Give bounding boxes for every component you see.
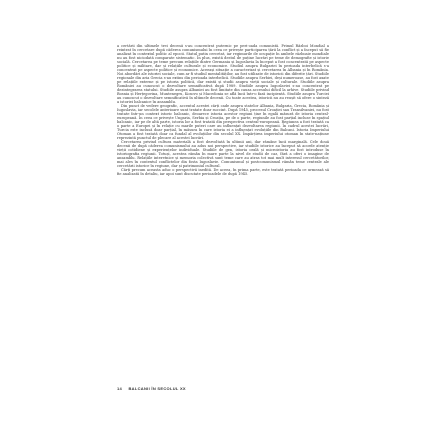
body-paragraph-2: Din punct de vedere geografic, accentul acestei cărți cade asupra statelor Albania, Bulgaria, Grecia, România și Iugoslavia, iar secolele anterioare sunt tratate doar succint. După 1945, procesul Croației sau Transilvaniei, nu fost tratate într-un context istoric balcanic, deoarece istoria acestor regiuni ține în egală măsură de istoria central-europeană. În ceea ce privește Ungaria, Serbia și Croația, pe de o parte, regiunile au fost parțial incluse în spațiul balcanic, iar pe de altă parte, istoria lor a fost tratată din perspectiva central-europeană. Regiunea a fost tratată ca o parte a Europei și în relație cu marile puteri care au influențat dezvoltarea regiunii. În cadrul acestei lucrări, Turcia este inclusă doar parțial, în măsura în care istoria ei a influențat evoluțiile din Balcani. Istoria Imperiului Otoman a fost tratată doar ca fundal al evoluțiilor din secolul XX. Împărțirea imperiului otoman în state-națiune reprezintă punctul de plecare al acestei lucrări. <box>117 104 329 140</box>
page-number: 14 <box>117 386 123 391</box>
running-title: BALCANII ÎN SECOLUL XX <box>128 386 186 391</box>
body-paragraph-3: Cercetarea privind cultura materială a fost dezvoltată în ultimii ani, dar rămâne încă marginală. Cele două decenii de după căderea comunismului au adus noi perspective, iar studiile istorice au început să acorde atenție vieții cotidiene și experiențelor individuale. Studiile de gen, istoria orală și microistoria au fost introduse în istoriografia regiunii. Totuși, acestea rămân în mare parte la nivel de studii de caz, fără a oferi o imagine de ansamblu. Relațiile interetnice și memoria colectivă sunt teme care au atras tot mai mult interesul cercetătorilor, mai ales în contextul conflictelor din fosta Iugoslavie. Comunismul și postcomunismul rămân teme centrale ale cercetării istorice în regiune, dar și patrimoniul cultural. <box>117 140 329 168</box>
body-paragraph-4: Cărți precum aceasta aduc o perspectivă inedită. De aceea, în prima parte, este tratată perioada ce urmează să fie analizată în detaliu, iar apoi sunt discutate perioadele de după 1945. <box>117 168 329 176</box>
page-footer <box>117 386 186 391</box>
body-paragraph-1: a certării din ultimele trei decenii s-au concentrat puternic pe peri-oada comunistă. Primul Război Mondial a reintrat în cercetare după căderea comunismului în ceea ce privește participarea țării la conflict și a început să fie analizat în contextul politic al epocii. Statul putin cercetat, iar regimurile de ocupație în ambele războaie mondiale nu au fost niciodată comparate sistematic. În plus, există destul de puține lucrări pe teme de demografie și istorie socială. Cercetarea pe teme precum relațiile dintre Germania și Iugoslavia la început a fost concentrată pe aspecte politice și militare, dar și relațiile culturale și economice. Studiul asupra Bulgariei în perioada interbelică s-a concentrat pe aspecte politice și economice. Aceeași situație a caracterizat și cercetarea în Albania și în România. Noi abordări ale istoriei sociale, cum ar fi studiul mentalităților, au fost utilizate de istoricii din diferite țări. Studiile regionale din aria Grecia s-au extins din perioada interbelică. Studiile asupra Serbiei, deși numeroase, au fost axate pe relațiile externe și pe istoria politică, dar există și studii asupra vieții sociale și culturale. Studiile asupra României au cunoscut o dezvoltare semnificativă după 1989. Studiile asupra Iugoslaviei s-au concentrat pe dezintegrarea statului. Studiile asupra Albaniei au fost limitate din cauza accesului dificil la arhive. Studiile privind Bosnia și Herțegovina, Muntenegru, Kosovo și Macedonia se află încă într-o fază incipientă. Studiile asupra Turciei au cunoscut o dezvoltare semnificativă în ultimele decenii. Cu toate acestea, istoricii nu au reușit să ofere o sinteză a istoriei balcanice în ansamblu. <box>117 44 329 104</box>
body-text-column <box>117 44 329 176</box>
